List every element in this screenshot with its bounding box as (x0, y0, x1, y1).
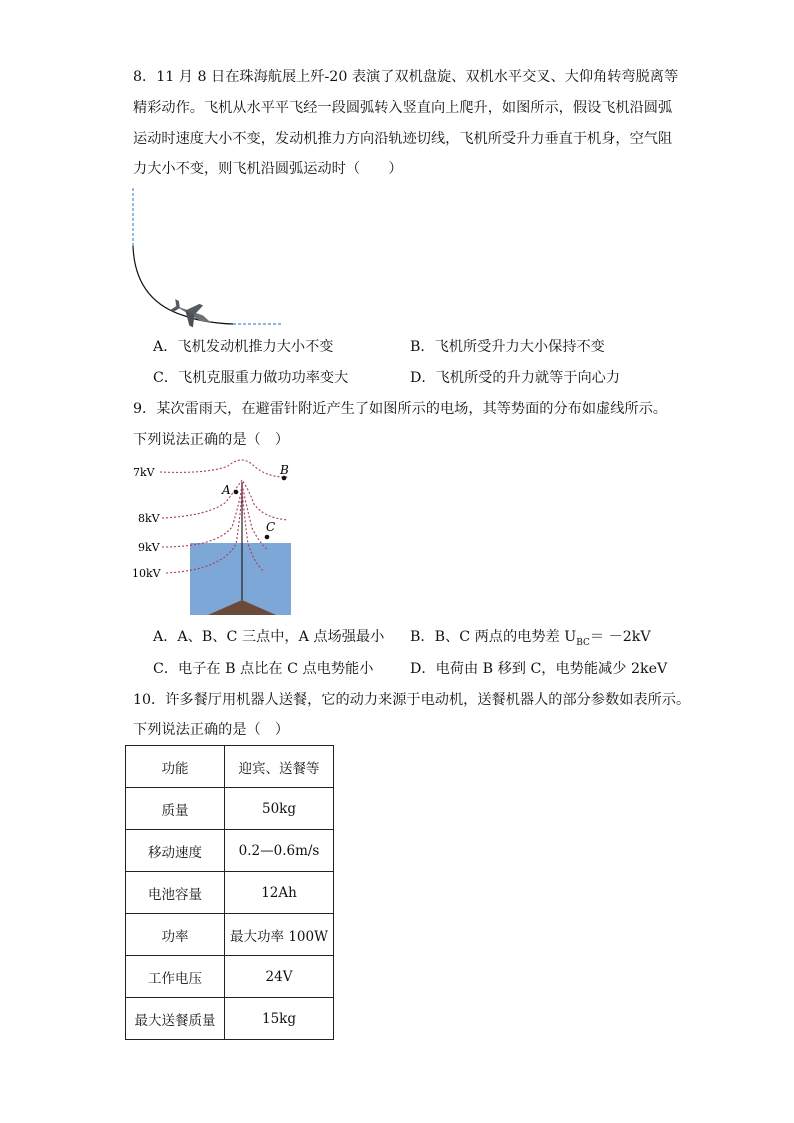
q9-line-1: 9．某次雷雨天，在避雷针附近产生了如图所示的电场，其等势面的分布如虚线所示。 (133, 401, 667, 417)
point-a (234, 490, 239, 495)
table-cell: 移动速度 (126, 830, 225, 872)
table-row (126, 746, 334, 788)
q8-line-1: 8．11 月 8 日在珠海航展上歼-20 表演了双机盘旋、双机水平交叉、大仰角转弯脱离等 (133, 69, 679, 85)
q9-option-b (410, 627, 651, 653)
q8-option-b: B．飞机所受升力大小保持不变 (410, 339, 605, 355)
label-a: A (222, 483, 231, 497)
table-cell: 0.2—0.6m/s (225, 830, 334, 872)
q8-option-c: C．飞机克服重力做功功率变大 (153, 370, 349, 386)
q10-line-2: 下列说法正确的是（ ） (133, 722, 290, 738)
jet-icon (168, 294, 216, 334)
table-row (126, 914, 334, 956)
label-c: C (266, 520, 276, 534)
table-row (126, 872, 334, 914)
table-cell: 12Ah (225, 872, 334, 914)
table-cell: 24V (225, 956, 334, 998)
label-8kv: 8kV (138, 512, 160, 525)
q9-option-b-sub: BC (576, 637, 590, 648)
table-row (126, 998, 334, 1040)
table-cell: 功率 (126, 914, 225, 956)
label-10kv: 10kV (132, 567, 161, 580)
table-row (126, 956, 334, 998)
q9-option-b-tail: ＝ －2kV (589, 629, 651, 645)
point-c (265, 535, 270, 540)
q8-line-4: 力大小不变，则飞机沿圆弧运动时（ ） (133, 161, 403, 177)
q10-line-1: 10．许多餐厅用机器人送餐，它的动力来源于电动机，送餐机器人的部分参数如表所示。 (133, 692, 691, 708)
table-cell: 质量 (126, 788, 225, 830)
table-cell: 50kg (225, 788, 334, 830)
robot-params-table (125, 745, 334, 1040)
table-cell: 迎宾、送餐等 (225, 746, 334, 788)
q8-option-d: D．飞机所受的升力就等于向心力 (410, 370, 621, 386)
table-row (126, 788, 334, 830)
q8-line-3: 运动时速度大小不变，发动机推力方向沿轨迹切线，飞机所受升力垂直于机身，空气阻 (133, 131, 673, 147)
q9-option-b-text: B．B、C 两点的电势差 U (410, 629, 577, 645)
label-b: B (280, 463, 289, 477)
label-7kv: 7kV (133, 466, 155, 479)
table-cell: 最大送餐质量 (126, 998, 225, 1040)
q9-electric-field-figure (128, 452, 303, 617)
table-cell: 电池容量 (126, 872, 225, 914)
q9-option-c: C．电子在 B 点比在 C 点电势能小 (153, 661, 374, 677)
table-cell: 工作电压 (126, 956, 225, 998)
table-cell: 最大功率 100W (225, 914, 334, 956)
table-cell: 功能 (126, 746, 225, 788)
q9-option-a: A．A、B、C 三点中，A 点场强最小 (153, 629, 385, 645)
table-cell: 15kg (225, 998, 334, 1040)
q9-line-2: 下列说法正确的是（ ） (133, 432, 290, 448)
q8-line-2: 精彩动作。飞机从水平平飞经一段圆弧转入竖直向上爬升，如图所示，假设飞机沿圆弧 (133, 100, 673, 116)
q8-arc-figure (125, 186, 295, 336)
label-9kv: 9kV (138, 541, 160, 554)
q9-option-d: D．电荷由 B 移到 C，电势能减少 2keV (410, 661, 668, 677)
q8-option-a: A．飞机发动机推力大小不变 (153, 339, 334, 355)
table-row (126, 830, 334, 872)
